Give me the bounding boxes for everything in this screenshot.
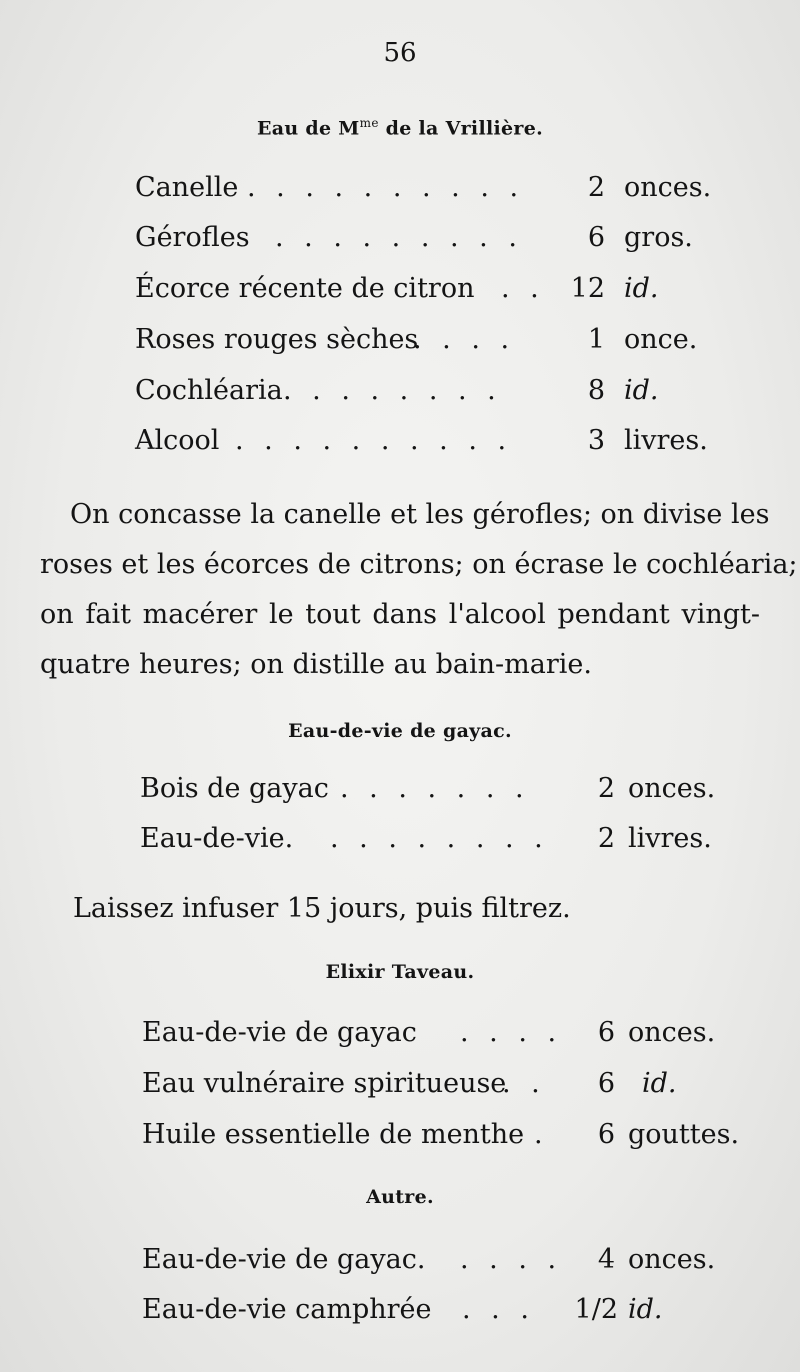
ingredient-row	[135, 375, 715, 415]
ingredient-unit: id.	[642, 1068, 677, 1099]
ingredient-row	[135, 222, 715, 262]
ingredient-unit: id.	[624, 273, 659, 304]
ingredient-quantity: 8	[587, 375, 605, 406]
leader-dots: . . . . . . . .	[330, 823, 549, 854]
leader-dots: .	[534, 1119, 549, 1150]
ingredient-name: Eau-de-vie de gayac.	[142, 1244, 426, 1275]
section-title-vrilliere	[0, 116, 800, 139]
ingredient-unit: once.	[624, 324, 698, 355]
instructions-paragraph	[40, 490, 798, 690]
paragraph-line: On concasse la canelle et les gérofles; on divise les	[70, 499, 770, 530]
ingredient-quantity: 6	[587, 222, 605, 253]
ingredient-name: Écorce récente de citron	[135, 273, 475, 304]
ingredient-unit: livres.	[624, 425, 708, 456]
ingredient-quantity: 1	[587, 324, 605, 355]
ingredient-row	[142, 1017, 722, 1057]
ingredient-unit: livres.	[628, 823, 712, 854]
ingredient-quantity: 2	[587, 172, 605, 203]
ingredient-name: Canelle	[135, 172, 239, 203]
ingredient-name: Roses rouges sèches	[135, 324, 419, 355]
ingredient-quantity: 4	[597, 1244, 615, 1275]
ingredient-quantity: 2	[597, 823, 615, 854]
ingredient-name: Eau vulnéraire spiritueuse	[142, 1068, 507, 1099]
ingredient-row	[140, 773, 720, 813]
ingredient-unit: onces.	[628, 1244, 716, 1275]
ingredient-unit: id.	[628, 1294, 663, 1325]
ingredient-row	[142, 1068, 722, 1108]
leader-dots: . . . .	[460, 1244, 563, 1275]
infusion-note: Laissez infuser 15 jours, puis filtrez.	[73, 893, 571, 924]
ingredient-quantity: 3	[587, 425, 605, 456]
title-superscript: me	[359, 116, 379, 130]
leader-dots: . . . . . . .	[340, 773, 530, 804]
paragraph-line: roses et les écorces de citrons; on écrase le cochléaria;	[40, 549, 798, 580]
title-part: Eau de M	[256, 117, 360, 140]
leader-dots: . . . .	[460, 1017, 563, 1048]
leader-dots: . .	[501, 273, 545, 304]
ingredient-name: Bois de gayac	[140, 773, 329, 804]
section-title-autre: Autre.	[366, 1186, 434, 1208]
ingredient-unit: onces.	[628, 1017, 716, 1048]
ingredient-unit: onces.	[628, 773, 716, 804]
ingredient-quantity: 2	[597, 773, 615, 804]
ingredient-unit: id.	[624, 375, 659, 406]
leader-dots: . . . . . . . . .	[275, 222, 523, 253]
leader-dots: . .	[502, 1068, 546, 1099]
ingredient-row	[142, 1294, 722, 1334]
ingredient-quantity: 6	[597, 1119, 615, 1150]
ingredient-unit: gros.	[624, 222, 693, 253]
ingredient-name: Alcool	[135, 425, 220, 456]
ingredient-unit: onces.	[624, 172, 712, 203]
section-title-elixir-taveau: Elixir Taveau.	[325, 961, 475, 983]
ingredient-name: Cochléaria	[135, 375, 283, 406]
paragraph-line: quatre heures; on distille au bain-marie.	[40, 649, 592, 680]
ingredient-unit: gouttes.	[628, 1119, 740, 1150]
ingredient-name: Huile essentielle de menthe	[142, 1119, 525, 1150]
ingredient-row	[142, 1244, 722, 1284]
title-part: de la Vrillière.	[378, 117, 544, 140]
ingredient-row	[135, 425, 715, 465]
ingredient-name: Gérofles	[135, 222, 250, 253]
leader-dots: . . . . . . . . . .	[235, 425, 513, 456]
ingredient-name: Eau-de-vie.	[140, 823, 294, 854]
leader-dots: . . . . . . . . . .	[247, 172, 525, 203]
leader-dots: . . . . . . . .	[283, 375, 502, 406]
ingredient-quantity: 1/2	[574, 1294, 618, 1325]
paragraph-line: on fait macérer le tout dans l'alcool pendant vingt-	[40, 599, 760, 630]
leader-dots: . . . .	[413, 324, 516, 355]
leader-dots: . . .	[462, 1294, 535, 1325]
ingredient-row	[140, 823, 720, 863]
ingredient-name: Eau-de-vie de gayac	[142, 1017, 417, 1048]
ingredient-quantity: 6	[597, 1017, 615, 1048]
ingredient-row	[142, 1119, 742, 1159]
ingredient-row	[135, 273, 715, 313]
ingredient-quantity: 6	[597, 1068, 615, 1099]
ingredient-row	[135, 172, 715, 212]
page-number: 56	[383, 38, 417, 68]
section-title-gayac: Eau-de-vie de gayac.	[288, 720, 512, 742]
ingredient-quantity: 12	[570, 273, 605, 304]
ingredient-row	[135, 324, 715, 364]
ingredient-name: Eau-de-vie camphrée	[142, 1294, 432, 1325]
